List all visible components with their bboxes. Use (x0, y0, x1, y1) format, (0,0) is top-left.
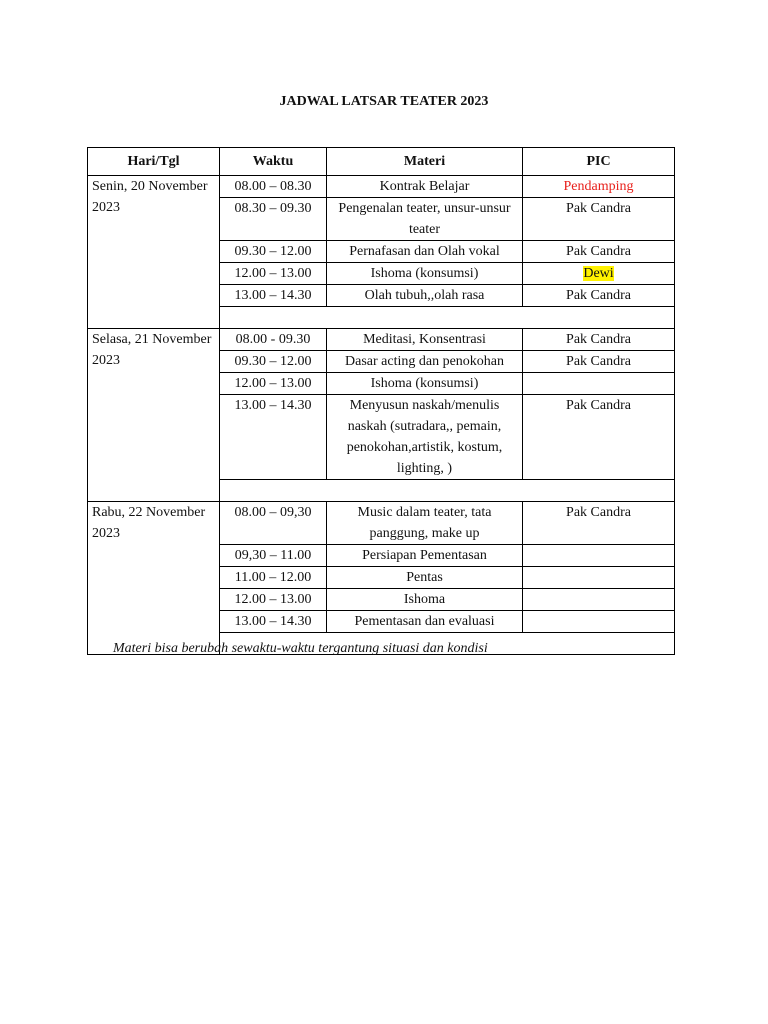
table-row (88, 502, 675, 545)
pic-name-highlighted-yellow: Dewi (583, 266, 614, 281)
time-cell: 08.30 – 09.30 (220, 198, 327, 241)
pic-cell: Pak Candra (523, 285, 675, 307)
table-header-row (88, 148, 675, 176)
pic-cell: Pak Candra (523, 351, 675, 373)
time-cell: 11.00 – 12.00 (220, 567, 327, 589)
header-day: Hari/Tgl (88, 148, 220, 176)
time-cell: 08.00 – 09,30 (220, 502, 327, 545)
topic-cell: Pengenalan teater, unsur-unsur teater (327, 198, 523, 241)
document-title: JADWAL LATSAR TEATER 2023 (279, 94, 489, 109)
table-row (88, 329, 675, 351)
empty-cell (220, 480, 675, 502)
day-label: Selasa, 21 November 2023 (88, 329, 220, 502)
schedule-table (87, 147, 675, 655)
topic-cell: Pentas (327, 567, 523, 589)
topic-cell: Music dalam teater, tata panggung, make up (327, 502, 523, 545)
topic-cell: Pernafasan dan Olah vokal (327, 241, 523, 263)
topic-cell: Ishoma (konsumsi) (327, 373, 523, 395)
pic-cell (523, 545, 675, 567)
time-cell: 09.30 – 12.00 (220, 241, 327, 263)
day-label: Rabu, 22 November 2023 (88, 502, 220, 655)
pic-cell (523, 611, 675, 633)
day-label: Senin, 20 November 2023 (88, 176, 220, 329)
topic-cell: Dasar acting dan penokohan (327, 351, 523, 373)
topic-cell: Menyusun naskah/menulis naskah (sutradara,, pemain, penokohan,artistik, kostum, lighting, ) (327, 395, 523, 480)
pic-cell: Pak Candra (523, 198, 675, 241)
header-topic: Materi (327, 148, 523, 176)
topic-cell: Olah tubuh,,olah rasa (327, 285, 523, 307)
time-cell: 13.00 – 14.30 (220, 395, 327, 480)
topic-cell: Ishoma (konsumsi) (327, 263, 523, 285)
pic-cell (523, 373, 675, 395)
footnote: Materi bisa berubah sewaktu-waktu tergantung situasi dan kondisi (113, 641, 488, 656)
topic-cell: Ishoma (327, 589, 523, 611)
header-time: Waktu (220, 148, 327, 176)
header-pic: PIC (523, 148, 675, 176)
pic-cell (523, 589, 675, 611)
table-row (88, 176, 675, 198)
pic-cell (523, 263, 675, 285)
time-cell: 12.00 – 13.00 (220, 263, 327, 285)
time-cell: 09.30 – 12.00 (220, 351, 327, 373)
time-cell: 13.00 – 14.30 (220, 611, 327, 633)
time-cell: 09,30 – 11.00 (220, 545, 327, 567)
pic-cell: Pak Candra (523, 502, 675, 545)
topic-cell: Meditasi, Konsentrasi (327, 329, 523, 351)
time-cell: 08.00 - 09.30 (220, 329, 327, 351)
pic-name-highlighted-red: Pendamping (563, 179, 634, 194)
pic-cell: Pak Candra (523, 395, 675, 480)
empty-cell (220, 307, 675, 329)
pic-cell: Pak Candra (523, 329, 675, 351)
topic-cell: Pementasan dan evaluasi (327, 611, 523, 633)
pic-cell (523, 567, 675, 589)
time-cell: 12.00 – 13.00 (220, 589, 327, 611)
time-cell: 13.00 – 14.30 (220, 285, 327, 307)
time-cell: 12.00 – 13.00 (220, 373, 327, 395)
pic-cell: Pak Candra (523, 241, 675, 263)
topic-cell: Persiapan Pementasan (327, 545, 523, 567)
topic-cell: Kontrak Belajar (327, 176, 523, 198)
pic-cell (523, 176, 675, 198)
time-cell: 08.00 – 08.30 (220, 176, 327, 198)
